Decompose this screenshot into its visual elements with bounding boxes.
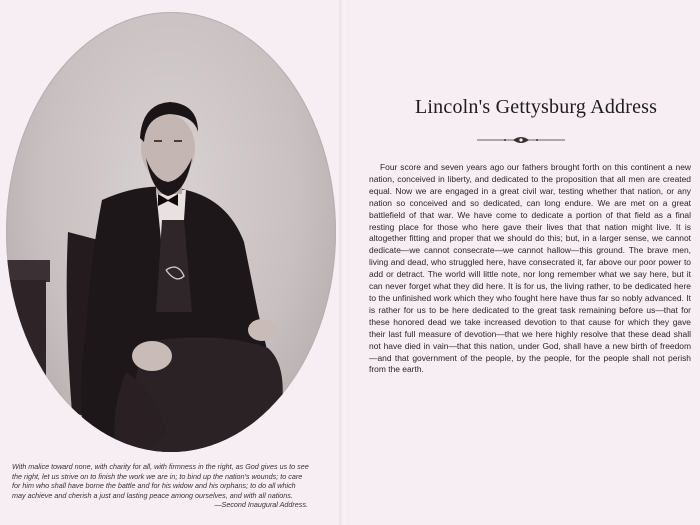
- inaugural-caption: [12, 462, 310, 510]
- page-title: Lincoln's Gettysburg Address: [415, 96, 658, 118]
- portrait-icon: [6, 12, 336, 452]
- lincoln-portrait-photo: [6, 12, 336, 452]
- right-page: [345, 0, 700, 525]
- gettysburg-address-text: Four score and seven years ago our fathers brought forth on this continent a new nation, conceived in liberty, and dedicated to the proposition that all men are created equal. Now we are engaged in a great civil war, testing whether that nation, or any nation so conceived and so dedicated, can long endure. We are met on a great battlefield of that war. We have come to dedicate a portion of that field as a final resting place for those who here gave their lives that that nation might live. It is altogether fitting and proper that we should do this; but, in a larger sense, we cannot dedicate—we cannot consecrate—we cannot hallow—this ground. The brave men, living and dead, who struggled here, have consecrated it, far above our poor power to add or detract. The world will little note, nor long remember what we say here, but it can never forget what they did here. It is for us, the living rather, to be dedicated here to the unfinished work which they who fought here have thus far so nobly advanced. It is rather for us to be here dedicated to the great task remaining before us—that for these honored dead we take increased devotion to that cause for which they gave their last full measure of devotion—that we here highly resolve that these dead shall not have died in vain—that this nation, under God, shall have a new birth of freedom—and that government of the people, by the people, for the people shall not perish from the earth.: [369, 162, 691, 375]
- left-page: [0, 0, 340, 525]
- caption-quote: With malice toward none, with charity for all, with firmness in the right, as God gives us to see the right, let us strive on to finish the work we are in; to bind up the nation's wounds; to care for him who shall have borne the battle and for his widow and his orphans; to do all which may achieve and cherish a just and lasting peace among ourselves, and with all nations.: [12, 462, 309, 500]
- caption-attribution: —Second Inaugural Address.: [214, 500, 308, 510]
- decorative-divider-ornament-icon: [475, 134, 567, 146]
